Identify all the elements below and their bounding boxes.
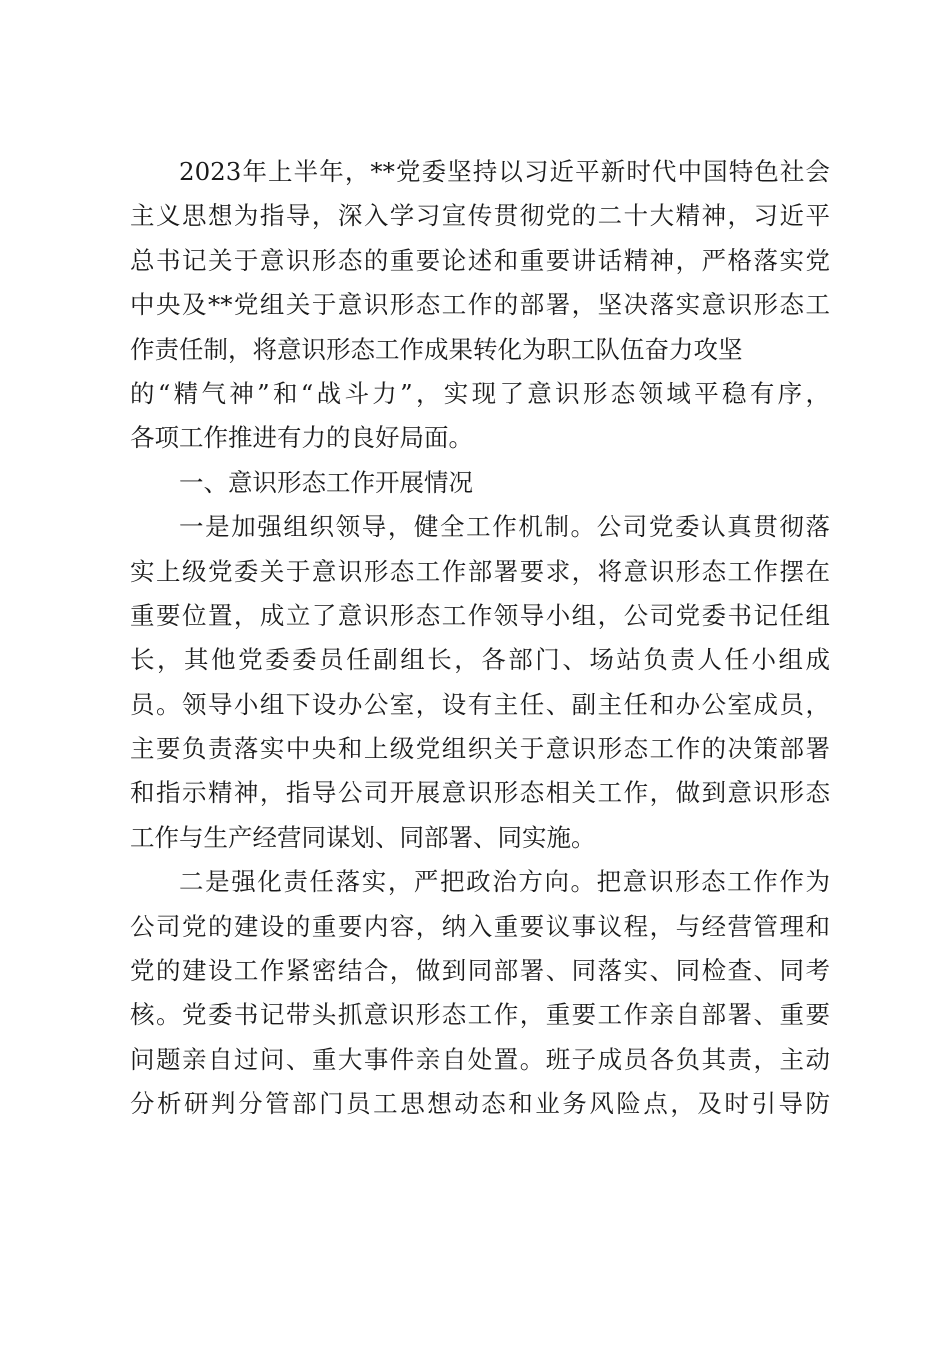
paragraph-3-line-3: 党的建设工作紧密结合，做到同部署、同落实、同检查、同考 <box>130 956 830 986</box>
paragraph-3-line-2: 公司党的建设的重要内容，纳入重要议事议程，与经营管理和 <box>130 911 830 941</box>
section-heading: 一、意识形态工作开展情况 <box>179 467 473 497</box>
paragraph-2-line-7: 和指示精神，指导公司开展意识形态相关工作，做到意识形态 <box>130 778 830 808</box>
paragraph-2-line-2: 实上级党委关于意识形态工作部署要求，将意识形态工作摆在 <box>130 556 830 586</box>
document-body <box>130 150 830 1127</box>
paragraph-1-line-4: 中央及**党组关于意识形态工作的部署，坚决落实意识形态工 <box>130 290 830 320</box>
paragraph-2-line-3: 重要位置，成立了意识形态工作领导小组，公司党委书记任组 <box>130 600 830 630</box>
paragraph-1-line-5: 作责任制，将意识形态工作成果转化为职工队伍奋力攻坚 <box>130 334 743 364</box>
paragraph-1-line-1: 2023年上半年，**党委坚持以习近平新时代中国特色社会 <box>179 157 830 186</box>
paragraph-3-line-5: 问题亲自过问、重大事件亲自处置。班子成员各负其责，主动 <box>130 1044 830 1074</box>
paragraph-1-line-6: 的“精气神”和“战斗力”，实现了意识形态领域平稳有序， <box>130 378 830 408</box>
paragraph-2-line-1: 一是加强组织领导，健全工作机制。公司党委认真贯彻落 <box>179 512 830 542</box>
paragraph-1-line-7: 各项工作推进有力的良好局面。 <box>130 423 473 453</box>
paragraph-3-line-1: 二是强化责任落实，严把政治方向。把意识形态工作作为 <box>179 867 830 897</box>
paragraph-2-line-6: 主要负责落实中央和上级党组织关于意识形态工作的决策部署 <box>130 734 830 764</box>
paragraph-3-line-4: 核。党委书记带头抓意识形态工作，重要工作亲自部署、重要 <box>130 1000 830 1030</box>
paragraph-2-line-4: 长，其他党委委员任副组长，各部门、场站负责人任小组成 <box>130 645 830 675</box>
paragraph-2-line-5: 员。领导小组下设办公室，设有主任、副主任和办公室成员， <box>130 689 830 719</box>
paragraph-1-line-3: 总书记关于意识形态的重要论述和重要讲话精神，严格落实党 <box>130 245 830 275</box>
paragraph-1-line-2: 主义思想为指导，深入学习宣传贯彻党的二十大精神，习近平 <box>130 201 830 231</box>
paragraph-2-line-8: 工作与生产经营同谋划、同部署、同实施。 <box>130 822 596 852</box>
paragraph-3-line-6: 分析研判分管部门员工思想动态和业务风险点，及时引导防 <box>130 1089 830 1119</box>
